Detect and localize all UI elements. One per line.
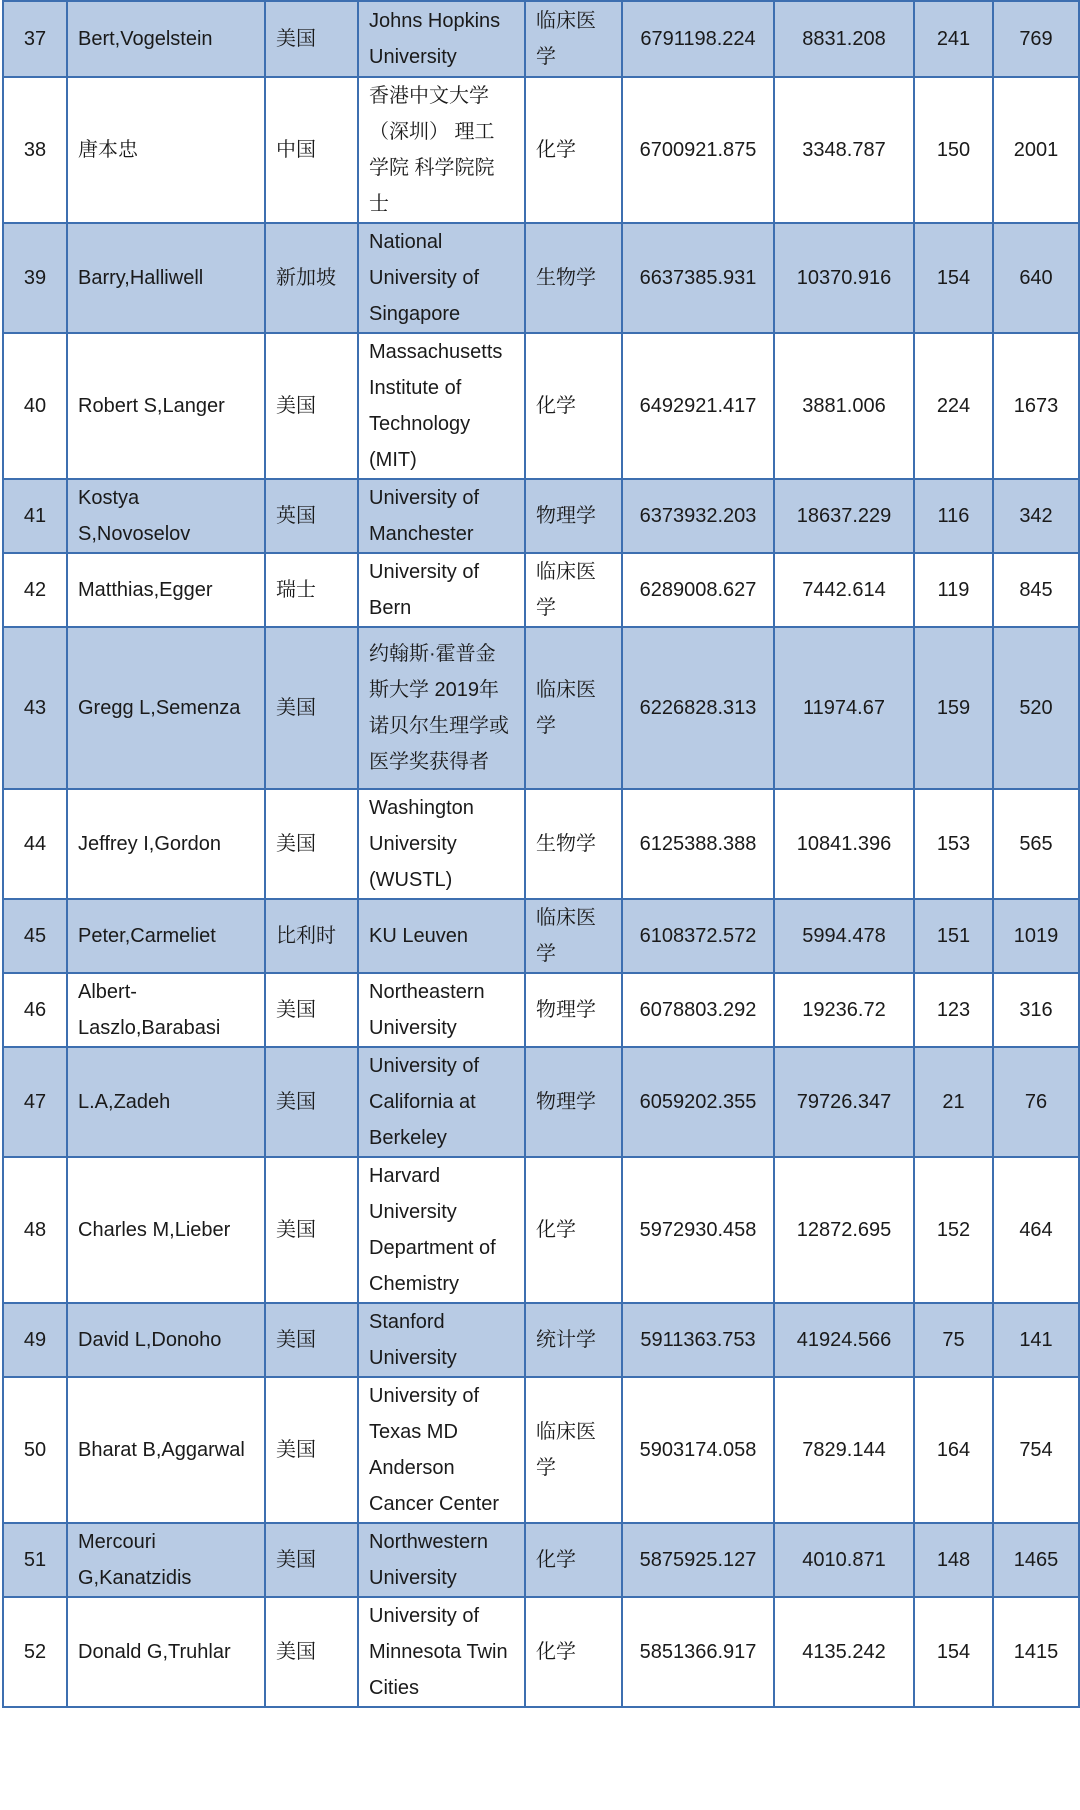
cell-country: 美国 <box>265 1303 358 1377</box>
cell-h-index: 75 <box>914 1303 993 1377</box>
cell-field: 化学 <box>525 333 622 479</box>
cell-paper-count: 1673 <box>993 333 1079 479</box>
cell-name: 唐本忠 <box>67 77 265 223</box>
cell-field: 临床医学 <box>525 1 622 77</box>
cell-name: Albert-Laszlo,Barabasi <box>67 973 265 1047</box>
scientist-ranking-table <box>2 0 1080 1708</box>
cell-h-index: 241 <box>914 1 993 77</box>
cell-h-index: 154 <box>914 1597 993 1707</box>
cell-average: 18637.229 <box>774 479 914 553</box>
table-row <box>3 1157 1079 1303</box>
cell-score: 6125388.388 <box>622 789 774 899</box>
cell-field: 生物学 <box>525 789 622 899</box>
cell-h-index: 148 <box>914 1523 993 1597</box>
cell-rank: 44 <box>3 789 67 899</box>
cell-paper-count: 1019 <box>993 899 1079 973</box>
cell-rank: 37 <box>3 1 67 77</box>
table-row <box>3 553 1079 627</box>
cell-field: 统计学 <box>525 1303 622 1377</box>
cell-rank: 40 <box>3 333 67 479</box>
table-row <box>3 973 1079 1047</box>
cell-average: 8831.208 <box>774 1 914 77</box>
cell-institution: Stanford University <box>358 1303 525 1377</box>
cell-name: David L,Donoho <box>67 1303 265 1377</box>
cell-score: 5972930.458 <box>622 1157 774 1303</box>
cell-name: Donald G,Truhlar <box>67 1597 265 1707</box>
cell-average: 12872.695 <box>774 1157 914 1303</box>
cell-paper-count: 342 <box>993 479 1079 553</box>
cell-paper-count: 845 <box>993 553 1079 627</box>
table-row <box>3 77 1079 223</box>
cell-average: 7442.614 <box>774 553 914 627</box>
cell-h-index: 151 <box>914 899 993 973</box>
cell-paper-count: 76 <box>993 1047 1079 1157</box>
cell-score: 6078803.292 <box>622 973 774 1047</box>
cell-institution: KU Leuven <box>358 899 525 973</box>
cell-name: L.A,Zadeh <box>67 1047 265 1157</box>
cell-name: Charles M,Lieber <box>67 1157 265 1303</box>
table-row <box>3 1303 1079 1377</box>
cell-h-index: 154 <box>914 223 993 333</box>
cell-institution: Northeastern University <box>358 973 525 1047</box>
cell-field: 临床医学 <box>525 899 622 973</box>
cell-country: 英国 <box>265 479 358 553</box>
cell-paper-count: 464 <box>993 1157 1079 1303</box>
cell-name: Peter,Carmeliet <box>67 899 265 973</box>
cell-score: 5875925.127 <box>622 1523 774 1597</box>
table-row <box>3 1 1079 77</box>
table-row <box>3 627 1079 789</box>
cell-h-index: 159 <box>914 627 993 789</box>
cell-institution: University of California at Berkeley <box>358 1047 525 1157</box>
cell-average: 10370.916 <box>774 223 914 333</box>
cell-score: 6492921.417 <box>622 333 774 479</box>
cell-average: 4010.871 <box>774 1523 914 1597</box>
cell-institution: University of Minnesota Twin Cities <box>358 1597 525 1707</box>
cell-rank: 39 <box>3 223 67 333</box>
cell-average: 10841.396 <box>774 789 914 899</box>
cell-paper-count: 2001 <box>993 77 1079 223</box>
cell-country: 比利时 <box>265 899 358 973</box>
cell-rank: 41 <box>3 479 67 553</box>
cell-average: 7829.144 <box>774 1377 914 1523</box>
cell-field: 临床医学 <box>525 553 622 627</box>
cell-name: Robert S,Langer <box>67 333 265 479</box>
cell-country: 美国 <box>265 1523 358 1597</box>
cell-institution: Johns Hopkins University <box>358 1 525 77</box>
cell-institution: 香港中文大学（深圳） 理工学院 科学院院士 <box>358 77 525 223</box>
table-row <box>3 789 1079 899</box>
cell-paper-count: 316 <box>993 973 1079 1047</box>
table-row <box>3 223 1079 333</box>
cell-rank: 38 <box>3 77 67 223</box>
cell-score: 5851366.917 <box>622 1597 774 1707</box>
cell-country: 瑞士 <box>265 553 358 627</box>
cell-h-index: 119 <box>914 553 993 627</box>
cell-institution: University of Texas MD Anderson Cancer Center <box>358 1377 525 1523</box>
cell-h-index: 150 <box>914 77 993 223</box>
cell-paper-count: 520 <box>993 627 1079 789</box>
cell-rank: 45 <box>3 899 67 973</box>
cell-h-index: 152 <box>914 1157 993 1303</box>
cell-rank: 52 <box>3 1597 67 1707</box>
cell-country: 美国 <box>265 789 358 899</box>
cell-score: 6700921.875 <box>622 77 774 223</box>
cell-score: 6637385.931 <box>622 223 774 333</box>
cell-country: 美国 <box>265 333 358 479</box>
cell-average: 11974.67 <box>774 627 914 789</box>
cell-h-index: 164 <box>914 1377 993 1523</box>
cell-field: 物理学 <box>525 1047 622 1157</box>
table-row <box>3 899 1079 973</box>
cell-country: 美国 <box>265 1047 358 1157</box>
cell-field: 化学 <box>525 77 622 223</box>
cell-rank: 49 <box>3 1303 67 1377</box>
cell-field: 生物学 <box>525 223 622 333</box>
cell-country: 美国 <box>265 1 358 77</box>
table-row <box>3 479 1079 553</box>
cell-institution: Northwestern University <box>358 1523 525 1597</box>
cell-rank: 46 <box>3 973 67 1047</box>
cell-name: Mercouri G,Kanatzidis <box>67 1523 265 1597</box>
cell-rank: 42 <box>3 553 67 627</box>
cell-average: 79726.347 <box>774 1047 914 1157</box>
cell-rank: 51 <box>3 1523 67 1597</box>
cell-paper-count: 640 <box>993 223 1079 333</box>
cell-average: 19236.72 <box>774 973 914 1047</box>
cell-country: 美国 <box>265 627 358 789</box>
table-body <box>3 1 1079 1707</box>
cell-paper-count: 1415 <box>993 1597 1079 1707</box>
cell-name: Bert,Vogelstein <box>67 1 265 77</box>
cell-institution: Washington University (WUSTL) <box>358 789 525 899</box>
cell-paper-count: 565 <box>993 789 1079 899</box>
cell-score: 6373932.203 <box>622 479 774 553</box>
cell-average: 5994.478 <box>774 899 914 973</box>
cell-rank: 43 <box>3 627 67 789</box>
table-row <box>3 1523 1079 1597</box>
cell-paper-count: 769 <box>993 1 1079 77</box>
cell-h-index: 21 <box>914 1047 993 1157</box>
cell-paper-count: 1465 <box>993 1523 1079 1597</box>
cell-name: Bharat B,Aggarwal <box>67 1377 265 1523</box>
cell-name: Barry,Halliwell <box>67 223 265 333</box>
cell-name: Matthias,Egger <box>67 553 265 627</box>
cell-institution: Harvard University Department of Chemistry <box>358 1157 525 1303</box>
cell-country: 新加坡 <box>265 223 358 333</box>
cell-field: 临床医学 <box>525 627 622 789</box>
cell-field: 化学 <box>525 1157 622 1303</box>
cell-paper-count: 141 <box>993 1303 1079 1377</box>
cell-field: 临床医学 <box>525 1377 622 1523</box>
cell-institution: Massachusetts Institute of Technology (MIT) <box>358 333 525 479</box>
cell-rank: 47 <box>3 1047 67 1157</box>
cell-score: 6289008.627 <box>622 553 774 627</box>
cell-average: 3348.787 <box>774 77 914 223</box>
cell-country: 美国 <box>265 1377 358 1523</box>
cell-institution: University of Manchester <box>358 479 525 553</box>
cell-field: 物理学 <box>525 973 622 1047</box>
cell-institution: University of Bern <box>358 553 525 627</box>
cell-field: 物理学 <box>525 479 622 553</box>
table-row <box>3 333 1079 479</box>
cell-name: Jeffrey I,Gordon <box>67 789 265 899</box>
cell-score: 6059202.355 <box>622 1047 774 1157</box>
cell-field: 化学 <box>525 1597 622 1707</box>
cell-score: 6108372.572 <box>622 899 774 973</box>
cell-h-index: 123 <box>914 973 993 1047</box>
cell-country: 美国 <box>265 1157 358 1303</box>
cell-rank: 48 <box>3 1157 67 1303</box>
cell-country: 中国 <box>265 77 358 223</box>
cell-score: 5911363.753 <box>622 1303 774 1377</box>
cell-name: Gregg L,Semenza <box>67 627 265 789</box>
cell-institution: National University of Singapore <box>358 223 525 333</box>
cell-score: 5903174.058 <box>622 1377 774 1523</box>
cell-country: 美国 <box>265 973 358 1047</box>
cell-average: 41924.566 <box>774 1303 914 1377</box>
cell-paper-count: 754 <box>993 1377 1079 1523</box>
cell-h-index: 224 <box>914 333 993 479</box>
cell-average: 3881.006 <box>774 333 914 479</box>
cell-rank: 50 <box>3 1377 67 1523</box>
cell-score: 6226828.313 <box>622 627 774 789</box>
table-row <box>3 1597 1079 1707</box>
table-row <box>3 1377 1079 1523</box>
cell-h-index: 116 <box>914 479 993 553</box>
cell-country: 美国 <box>265 1597 358 1707</box>
cell-field: 化学 <box>525 1523 622 1597</box>
cell-score: 6791198.224 <box>622 1 774 77</box>
cell-h-index: 153 <box>914 789 993 899</box>
cell-institution: 约翰斯·霍普金斯大学 2019年诺贝尔生理学或医学奖获得者 <box>358 627 525 789</box>
cell-average: 4135.242 <box>774 1597 914 1707</box>
table-row <box>3 1047 1079 1157</box>
cell-name: Kostya S,Novoselov <box>67 479 265 553</box>
